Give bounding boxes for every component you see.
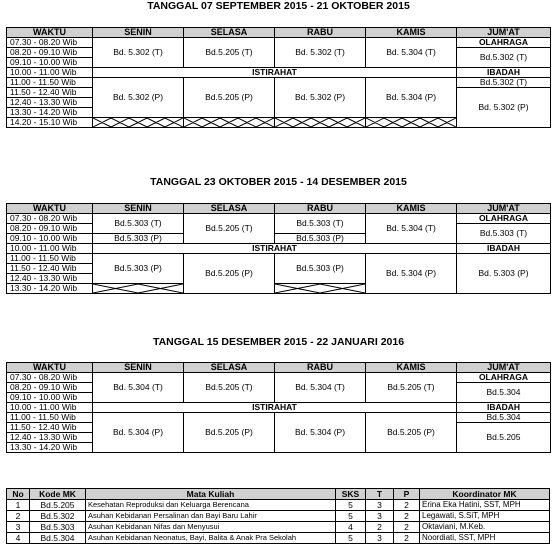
header-jumat: JUM'AT [457, 204, 551, 214]
course-header-kode: Kode MK [30, 489, 86, 500]
time-slot: 07.30 - 08.20 Wib [7, 38, 93, 48]
table-row [7, 522, 550, 533]
period3-title: TANGGAL 15 DESEMBER 2015 - 22 JANUARI 2016 [152, 336, 405, 348]
course-mata-kuliah: Asuhan Kebidanan Neonatus, Bayi, Balita & Anak Pra Sekolah [86, 533, 336, 544]
time-slot: 11.00 - 11.50 Wib [7, 413, 93, 423]
header-jumat: JUM'AT [457, 28, 551, 38]
schedule-table-period3 [6, 362, 551, 453]
time-slot: 09.10 - 10.00 Wib [7, 234, 93, 244]
time-slot: 08.20 - 09.10 Wib [7, 383, 93, 393]
course-header-sks: SKS [336, 489, 366, 500]
time-slot: 07.30 - 08.20 Wib [7, 373, 93, 383]
header-waktu: WAKTU [7, 204, 93, 214]
course-t: 3 [366, 500, 394, 511]
course-p: 2 [394, 533, 420, 544]
course-sks: 5 [336, 511, 366, 522]
header-senin: SENIN [93, 363, 184, 373]
cell-jumat: Bd.5.304 [457, 383, 551, 403]
header-senin: SENIN [93, 28, 184, 38]
course-koordinator: Erina Eka Hatini, SST, MPH [420, 500, 550, 511]
break-istirahat: ISTIRAHAT [93, 403, 457, 413]
break-istirahat: ISTIRAHAT [93, 244, 457, 254]
break-istirahat: ISTIRAHAT [93, 68, 457, 78]
cell-senin: Bd. 5.304 (P) [93, 413, 184, 453]
course-mata-kuliah: Kesehatan Reproduksi dan Keluarga Berencana [86, 500, 336, 511]
course-table [6, 488, 550, 544]
time-slot: 08.20 - 09.10 Wib [7, 48, 93, 58]
course-kode: Bd.5.304 [30, 533, 86, 544]
header-kamis: KAMIS [366, 28, 457, 38]
time-slot: 09.10 - 10.00 Wib [7, 393, 93, 403]
cell-kamis: Bd. 5.304 (T) [366, 38, 457, 68]
course-t: 3 [366, 533, 394, 544]
course-p: 2 [394, 500, 420, 511]
course-no: 1 [7, 500, 30, 511]
course-koordinator: Legawati, S.SiT, MPH [420, 511, 550, 522]
course-mata-kuliah: Asuhan Kebidanan Persalinan dan Bayi Baru Lahir [86, 511, 336, 522]
time-slot: 12.40 - 13.30 Wib [7, 433, 93, 443]
header-selasa: SELASA [184, 28, 275, 38]
cell-selasa: Bd.5.205 (P) [184, 413, 275, 453]
table-row [7, 500, 550, 511]
course-header-koordinator: Koordinator MK [420, 489, 550, 500]
crossed-cell [93, 118, 184, 128]
period2-title: TANGGAL 23 OKTOBER 2015 - 14 DESEMBER 2015 [150, 176, 407, 188]
course-header-t: T [366, 489, 394, 500]
cell-rabu: Bd. 5.302 (T) [275, 38, 366, 68]
cell-rabu: Bd.5.303 (P) [275, 254, 366, 284]
course-kode: Bd.5.205 [30, 500, 86, 511]
cell-jumat: Bd.5.303 (T) [457, 224, 551, 244]
course-header-no: No [7, 489, 30, 500]
cell-jumat-olahraga: OLAHRAGA [457, 214, 551, 224]
cell-senin: Bd. 5.302 (P) [93, 78, 184, 118]
course-t: 2 [366, 522, 394, 533]
cell-jumat: Bd.5.304 [457, 413, 551, 423]
time-slot: 11.50 - 12.40 Wib [7, 423, 93, 433]
course-header-p: P [394, 489, 420, 500]
time-slot: 11.00 - 11.50 Wib [7, 254, 93, 264]
time-slot: 10.00 - 11.00 Wib [7, 244, 93, 254]
cell-jumat: Bd.5.205 [457, 423, 551, 453]
header-selasa: SELASA [184, 363, 275, 373]
cell-rabu: Bd. 5.302 (P) [275, 78, 366, 118]
course-koordinator: Oktaviani, M.Keb. [420, 522, 550, 533]
cell-selasa: Bd.5.205 (P) [184, 254, 275, 294]
course-koordinator: Noordiati, SST, MPH [420, 533, 550, 544]
header-kamis: KAMIS [366, 204, 457, 214]
crossed-cell [275, 284, 366, 294]
break-ibadah: IBADAH [457, 244, 551, 254]
header-selasa: SELASA [184, 204, 275, 214]
table-row [7, 533, 550, 544]
cell-senin: Bd.5.303 (P) [93, 254, 184, 284]
cell-rabu: Bd. 5.304 (T) [275, 373, 366, 403]
cell-jumat-olahraga: OLAHRAGA [457, 373, 551, 383]
cell-selasa: Bd.5.205 (T) [184, 214, 275, 244]
header-kamis: KAMIS [366, 363, 457, 373]
time-slot: 12.40 - 13.30 Wib [7, 98, 93, 108]
break-ibadah: IBADAH [457, 68, 551, 78]
cell-selasa: Bd.5.205 (T) [184, 373, 275, 403]
cell-kamis: Bd.5.205 (P) [366, 413, 457, 453]
cell-jumat: Bd.5.302 (T) [457, 78, 551, 88]
cell-senin: Bd. 5.304 (T) [93, 373, 184, 403]
cell-jumat: Bd. 5.302 (P) [457, 88, 551, 128]
time-slot: 11.50 - 12.40 Wib [7, 88, 93, 98]
course-no: 4 [7, 533, 30, 544]
cell-jumat-olahraga: OLAHRAGA [457, 38, 551, 48]
cell-senin: Bd. 5.302 (T) [93, 38, 184, 68]
cell-jumat: Bd.5.302 (T) [457, 48, 551, 68]
course-p: 2 [394, 522, 420, 533]
header-rabu: RABU [275, 363, 366, 373]
cell-senin: Bd.5.303 (P) [93, 234, 184, 244]
course-sks: 5 [336, 533, 366, 544]
time-slot: 13.30 - 14.20 Wib [7, 443, 93, 453]
time-slot: 09.10 - 10.00 Wib [7, 58, 93, 68]
course-p: 2 [394, 511, 420, 522]
time-slot: 10.00 - 11.00 Wib [7, 403, 93, 413]
break-ibadah: IBADAH [457, 403, 551, 413]
time-slot: 14.20 - 15.10 Wib [7, 118, 93, 128]
schedule-table-period2 [6, 203, 551, 294]
time-slot: 13.30 - 14.20 Wib [7, 284, 93, 294]
cell-selasa: Bd.5.205 (P) [184, 78, 275, 118]
time-slot: 08.20 - 09.10 Wib [7, 224, 93, 234]
cell-jumat: Bd. 5.303 (P) [457, 254, 551, 294]
time-slot: 11.50 - 12.40 Wib [7, 264, 93, 274]
cell-kamis: Bd. 5.304 (T) [366, 214, 457, 244]
cell-kamis: Bd.5.205 (T) [366, 373, 457, 403]
cell-kamis: Bd. 5.304 (P) [366, 78, 457, 118]
cell-rabu: Bd.5.303 (P) [275, 234, 366, 244]
cell-rabu: Bd.5.303 (T) [275, 214, 366, 234]
crossed-cell [93, 284, 184, 294]
course-sks: 5 [336, 500, 366, 511]
header-waktu: WAKTU [7, 28, 93, 38]
crossed-cell [184, 118, 275, 128]
course-no: 2 [7, 511, 30, 522]
course-header-mata-kuliah: Mata Kuliah [86, 489, 336, 500]
course-kode: Bd.5.302 [30, 511, 86, 522]
header-rabu: RABU [275, 28, 366, 38]
cell-selasa: Bd.5.205 (T) [184, 38, 275, 68]
crossed-cell [366, 118, 457, 128]
cell-kamis: Bd. 5.304 (P) [366, 254, 457, 294]
crossed-cell [275, 118, 366, 128]
header-jumat: JUM'AT [457, 363, 551, 373]
time-slot: 10.00 - 11.00 Wib [7, 68, 93, 78]
time-slot: 12.40 - 13.30 Wib [7, 274, 93, 284]
course-no: 3 [7, 522, 30, 533]
cell-senin: Bd.5.303 (T) [93, 214, 184, 234]
cell-rabu: Bd. 5.304 (P) [275, 413, 366, 453]
course-mata-kuliah: Asuhan Kebidanan Nifas dan Menyusui [86, 522, 336, 533]
course-sks: 4 [336, 522, 366, 533]
period1-title: TANGGAL 07 SEPTEMBER 2015 - 21 OKTOBER 2015 [147, 0, 410, 12]
course-kode: Bd.5.303 [30, 522, 86, 533]
time-slot: 13.30 - 14.20 Wib [7, 108, 93, 118]
header-waktu: WAKTU [7, 363, 93, 373]
header-rabu: RABU [275, 204, 366, 214]
header-senin: SENIN [93, 204, 184, 214]
time-slot: 07.30 - 08.20 Wib [7, 214, 93, 224]
course-t: 3 [366, 511, 394, 522]
time-slot: 11.00 - 11.50 Wib [7, 78, 93, 88]
table-row [7, 511, 550, 522]
schedule-table-period1 [6, 27, 551, 128]
